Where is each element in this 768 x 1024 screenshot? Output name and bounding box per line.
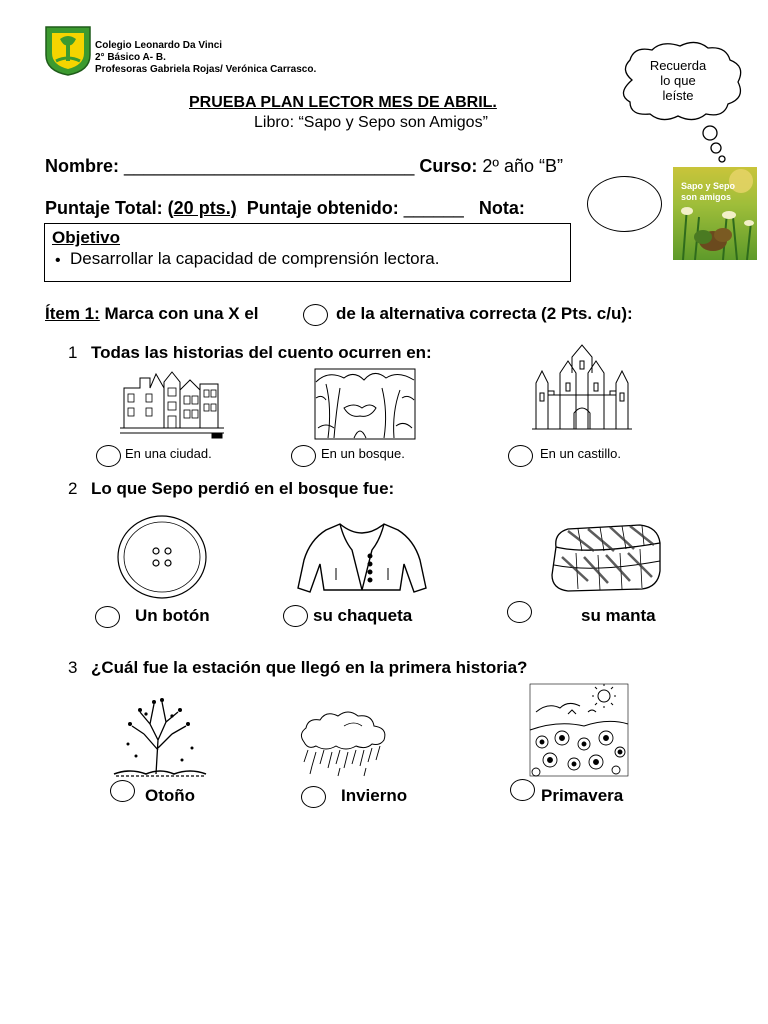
objective-text: Desarrollar la capacidad de comprensión lectora. [70,249,440,268]
book-subtitle: Libro: “Sapo y Sepo son Amigos” [254,114,488,131]
objective-bullet-icon: • [55,252,61,269]
name-course-line [45,156,563,177]
bubble-line-1: Recuerda [649,58,707,73]
q1-option-1-circle[interactable] [96,445,121,467]
book-cover [673,167,757,260]
example-answer-circle [303,304,328,326]
question-3-number: 3 [68,658,78,677]
item1-instruction-a: Marca con una X el [104,304,259,323]
rain-cloud-picture [296,706,392,778]
school-logo [44,25,92,77]
obtained-label: Puntaje obtenido: [246,198,399,218]
question-2-number: 2 [68,479,78,498]
q1-option-3-circle[interactable] [508,445,533,467]
forest-picture [314,368,416,440]
objective-heading: Objetivo [52,228,121,247]
q2-option-1-label: Un botón [135,606,210,625]
q3-option-3-label: Primavera [541,786,624,805]
q1-option-2-label: En un bosque. [321,446,405,461]
autumn-tree-picture [110,690,210,778]
school-name: Colegio Leonardo Da Vinci [95,40,223,51]
page-title: PRUEBA PLAN LECTOR MES DE ABRIL. [189,94,497,111]
question-2-text: Lo que Sepo perdió en el bosque fue: [91,479,395,498]
total-label: Puntaje Total: ( [45,198,174,218]
course-label: Curso: [419,156,478,176]
spring-flowers-picture [528,682,630,778]
blanket-picture [548,521,664,595]
objective-box [44,223,571,282]
q3-option-2-circle[interactable] [301,786,326,808]
city-picture [120,366,224,440]
question-1-number: 1 [68,343,78,362]
q2-option-3-label: su manta [581,606,656,625]
q2-option-1-circle[interactable] [95,606,120,628]
q2-option-2-label: su chaqueta [313,606,413,625]
score-line [45,198,525,219]
course-value: 2º año “B” [482,156,563,176]
q3-option-1-label: Otoño [145,786,196,805]
name-label: Nombre: [45,156,120,176]
jacket-picture [296,520,428,594]
obtained-field[interactable]: ______ [403,198,464,218]
book-title-line-2: son amigos [681,192,732,202]
book-title-line-1: Sapo y Sepo [681,181,736,191]
grade-oval[interactable] [587,176,662,232]
item1-instruction-b: de la alternativa correcta (2 Pts. c/u): [336,304,633,323]
grade-line: 2° Básico A- B. [95,52,166,63]
item1-instruction [45,304,259,324]
item1-label: Ítem 1: [45,304,100,323]
q1-option-2-circle[interactable] [291,445,316,467]
question-1-text: Todas las historias del cuento ocurren en: [91,343,432,362]
bubble-line-2: lo que [660,73,696,88]
q3-option-1-circle[interactable] [110,780,135,802]
q3-option-2-label: Invierno [341,786,408,805]
total-value: 20 pts.) [173,198,237,218]
q2-option-3-circle[interactable] [507,601,532,623]
name-field[interactable]: _____________________________ [124,156,415,176]
button-picture [116,514,208,600]
q1-option-1-label: En una ciudad. [125,446,212,461]
grade-label: Nota: [478,198,525,218]
q1-option-3-label: En un castillo. [540,446,621,461]
q3-option-3-circle[interactable] [510,779,535,801]
teachers-line: Profesoras Gabriela Rojas/ Verónica Carrasco. [95,64,317,75]
question-3-text: ¿Cuál fue la estación que llegó en la primera historia? [91,658,528,677]
q2-option-2-circle[interactable] [283,605,308,627]
bubble-line-3: leíste [662,88,694,103]
castle-picture [532,343,632,431]
